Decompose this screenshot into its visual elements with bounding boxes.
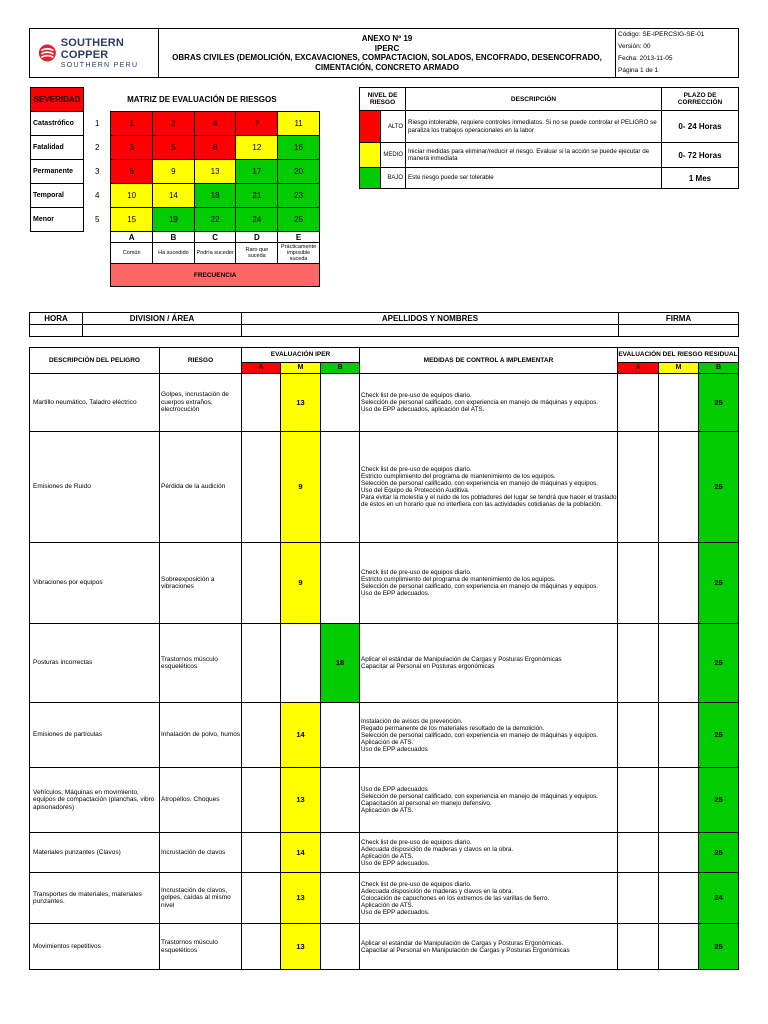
control-measure-line: Uso de EPP adecuados bbox=[361, 786, 428, 793]
control-measure-line: Uso de EPP adecuados. bbox=[361, 590, 430, 597]
hazard-description: Emisiones de Ruido bbox=[30, 432, 160, 543]
risk-description: Trastornos músculo esqueléticos bbox=[160, 624, 242, 703]
hazard-description: Materiales punzantes (Clavos) bbox=[30, 833, 160, 873]
frequency-desc-row bbox=[31, 243, 320, 264]
control-measure-line: Aplicación de ATS. bbox=[361, 852, 414, 860]
control-measures bbox=[360, 432, 618, 543]
risk-level-body bbox=[360, 111, 739, 189]
severity-header: SEVERIDAD bbox=[31, 88, 84, 112]
iper-cell-a bbox=[242, 768, 281, 833]
matrix-cell: 4 bbox=[194, 112, 236, 136]
control-measure-line: Check list de pre-uso de equipos diario. bbox=[361, 466, 472, 473]
matrix-cell: 6 bbox=[111, 160, 153, 184]
control-measure-line: Regado permanente de los materiales resultado de la demolición. bbox=[361, 724, 545, 732]
division-field[interactable] bbox=[83, 325, 242, 337]
residual-cell-m bbox=[659, 624, 699, 703]
control-measure-line: Uso de EPP adecuados. bbox=[361, 859, 430, 867]
iper-cell-a bbox=[242, 543, 281, 624]
document-title bbox=[159, 29, 616, 78]
risk-level-swatch bbox=[360, 111, 381, 143]
frequency-row bbox=[31, 264, 320, 287]
risk-description: Sobreexposición a vibraciones bbox=[160, 543, 242, 624]
iper-cell-b bbox=[321, 374, 360, 432]
iper-cell-b bbox=[321, 833, 360, 873]
logo-text-primary: SOUTHERN COPPER bbox=[60, 37, 125, 61]
iper-cell-b bbox=[321, 924, 360, 970]
residual-cell-m bbox=[659, 833, 699, 873]
residual-cell-a bbox=[618, 543, 659, 624]
risk-level-description: Iniciar medidas para eliminar/reducir el riesgo. Evaluar si la acción se puede ejecutar de manera inmediata bbox=[406, 143, 662, 168]
control-measure-line: Adecuada disposición de maderas y clavos en la obra. bbox=[361, 845, 514, 853]
frequency-letter: D bbox=[236, 232, 278, 243]
matrix-cell: 15 bbox=[111, 208, 153, 232]
control-measure-line: Aplicación de ATS. bbox=[361, 738, 414, 746]
hazard-row bbox=[30, 543, 739, 624]
severity-label: Fatalidad bbox=[31, 136, 84, 160]
residual-cell-b: 25 bbox=[699, 624, 739, 703]
logo-text-secondary: SOUTHERN PERU bbox=[60, 62, 139, 69]
level-header: NIVEL DE RIESGO bbox=[360, 88, 406, 111]
hazard-description: Posturas incorrectas bbox=[30, 624, 160, 703]
meta-page: Página 1 de 1 bbox=[618, 67, 659, 74]
hazard-description: Martillo neumático, Taladro eléctrico bbox=[30, 374, 160, 432]
matrix-cell: 22 bbox=[194, 208, 236, 232]
matrix-cell: 7 bbox=[236, 112, 278, 136]
iper-cell-b bbox=[321, 703, 360, 768]
hazard-row bbox=[30, 873, 739, 924]
hazard-row bbox=[30, 624, 739, 703]
spacer bbox=[84, 264, 111, 287]
frequency-description: Raro que suceda bbox=[236, 243, 278, 264]
matrix-cell: 1 bbox=[111, 112, 153, 136]
frequency-description: Ha sucedido bbox=[153, 243, 195, 264]
frequency-letter: C bbox=[194, 232, 236, 243]
control-measure-line: Aplicación de ATS. bbox=[361, 901, 414, 909]
matrix-body bbox=[31, 112, 320, 287]
document-meta bbox=[616, 29, 739, 78]
control-measure-line: Capacitar al Personal en Manipulación de Cargas y Posturas Ergonómicas bbox=[361, 946, 570, 954]
iper-table bbox=[29, 347, 739, 970]
residual-cell-m bbox=[659, 924, 699, 970]
risk-level-deadline: 0- 24 Horas bbox=[662, 111, 739, 143]
severity-label: Permanente bbox=[31, 160, 84, 184]
residual-cell-a bbox=[618, 768, 659, 833]
control-measure-line: Check list de pre-uso de equipos diario. bbox=[361, 838, 472, 846]
residual-cell-m bbox=[659, 374, 699, 432]
risk-description: Golpes, incrustación de cuerpos extraños, electrocución bbox=[160, 374, 242, 432]
iper-cell-m bbox=[281, 624, 321, 703]
matrix-cell: 13 bbox=[194, 160, 236, 184]
control-measure-line: Capacitación al personal en manejo defensivo. bbox=[361, 800, 492, 807]
risk-level-table bbox=[359, 87, 739, 189]
iper-cell-a bbox=[242, 624, 281, 703]
residual-cell-a bbox=[618, 703, 659, 768]
iper-col-m: M bbox=[281, 363, 321, 374]
control-measure-line: Check list de pre-uso de equipos diario. bbox=[361, 880, 472, 888]
hazard-description: Vibraciones por equipos bbox=[30, 543, 160, 624]
iper-cell-m: 14 bbox=[281, 703, 321, 768]
residual-cell-b: 25 bbox=[699, 833, 739, 873]
frequency-letter: A bbox=[111, 232, 153, 243]
matrix-cell: 5 bbox=[153, 136, 195, 160]
hazard-row bbox=[30, 432, 739, 543]
hazard-description: Movimientos repetitivos bbox=[30, 924, 160, 970]
hazard-row bbox=[30, 374, 739, 432]
risk-level-name: BAJO bbox=[381, 168, 406, 189]
control-measure-line: Adecuada disposición de maderas y clavos en la obra. bbox=[361, 887, 514, 895]
signature-field[interactable] bbox=[619, 325, 739, 337]
severity-number: 3 bbox=[95, 167, 100, 176]
hazard-description: Emisiones de partículas bbox=[30, 703, 160, 768]
risk-level-swatch bbox=[360, 168, 381, 189]
iper-cell-a bbox=[242, 703, 281, 768]
matrix-cell: 16 bbox=[278, 136, 320, 160]
iper-cell-a bbox=[242, 374, 281, 432]
severity-row bbox=[31, 184, 320, 208]
residual-risk-header: EVALUACIÓN DEL RIESGO RESIDUAL bbox=[618, 348, 739, 363]
risk-level-row bbox=[360, 111, 739, 143]
control-measure-line: Aplicar el estándar de Manipulación de Cargas y Posturas Ergonómicas bbox=[361, 656, 562, 663]
residual-cell-m bbox=[659, 873, 699, 924]
severity-number: 4 bbox=[95, 191, 100, 200]
company-logo-icon bbox=[38, 42, 57, 64]
control-measure-line: Capacitar al Personal en Posturas ergonómicas bbox=[361, 663, 495, 670]
control-measure-line: Selección de personal calificado, con experiencia en manejo de máquinas y equipos. bbox=[361, 583, 598, 590]
severity-label: Menor bbox=[31, 208, 84, 232]
severity-row bbox=[31, 160, 320, 184]
residual-col-m: M bbox=[659, 363, 699, 374]
severity-row bbox=[31, 208, 320, 232]
matrix-cell: 17 bbox=[236, 160, 278, 184]
hour-field[interactable] bbox=[30, 325, 83, 337]
iper-cell-a bbox=[242, 924, 281, 970]
hazard-description: Transportes de materiales, materiales punzantes. bbox=[30, 873, 160, 924]
risk-level-row bbox=[360, 143, 739, 168]
severity-label: Temporal bbox=[31, 184, 84, 208]
control-measure-line: Uso de EPP adecuados. bbox=[361, 908, 430, 916]
spacer bbox=[31, 243, 84, 264]
company-logo bbox=[30, 37, 158, 69]
iper-cell-a bbox=[242, 833, 281, 873]
residual-cell-a bbox=[618, 873, 659, 924]
severity-row bbox=[31, 136, 320, 160]
control-measure-line: Uso de EPP adecuados, aplicación del ATS. bbox=[361, 406, 485, 413]
residual-cell-m bbox=[659, 768, 699, 833]
control-measure-line: Selección de personal calificado, con experiencia en manejo de máquinas y equipos. bbox=[361, 480, 598, 487]
control-measure-line: Estricto cumplimiento del programa de mantenimiento de los equipos. bbox=[361, 473, 556, 480]
iper-eval-header: EVALUACIÓN IPER bbox=[242, 348, 360, 363]
signature-header: FIRMA bbox=[619, 313, 739, 325]
severity-number: 1 bbox=[95, 119, 100, 128]
control-measures bbox=[360, 624, 618, 703]
residual-cell-b: 24 bbox=[699, 873, 739, 924]
matrix-cell: 2 bbox=[153, 112, 195, 136]
iper-cell-b bbox=[321, 768, 360, 833]
risk-description: Atropellos. Choques bbox=[160, 768, 242, 833]
control-measure-line: Uso del Equipo de Protección Auditiva. bbox=[361, 487, 470, 494]
matrix-cell: 3 bbox=[111, 136, 153, 160]
control-measure-line: Estricto cumplimiento del programa de mantenimiento de los equipos. bbox=[361, 576, 556, 583]
matrix-cell: 14 bbox=[153, 184, 195, 208]
frequency-description: Podría suceder bbox=[194, 243, 236, 264]
frequency-letter: B bbox=[153, 232, 195, 243]
meta-date: Fecha: 2013-11-05 bbox=[618, 55, 673, 62]
control-measure-line: Selección de personal calificado, con experiencia en manejo de máquinas y equipos. bbox=[361, 399, 598, 406]
spacer bbox=[31, 232, 84, 243]
risk-header: RIESGO bbox=[160, 348, 242, 374]
residual-cell-b: 25 bbox=[699, 768, 739, 833]
risk-level-deadline: 0- 72 Horas bbox=[662, 143, 739, 168]
matrix-cell: 8 bbox=[194, 136, 236, 160]
title-line-works-cont: CIMENTACIÓN, CONCRETO ARMADO bbox=[315, 62, 459, 72]
risk-level-deadline: 1 Mes bbox=[662, 168, 739, 189]
risk-description: Pérdida de la audición bbox=[160, 432, 242, 543]
frequency-description: Común bbox=[111, 243, 153, 264]
iper-cell-b: 18 bbox=[321, 624, 360, 703]
signature-table bbox=[29, 312, 739, 337]
severity-number: 2 bbox=[95, 143, 100, 152]
residual-cell-m bbox=[659, 543, 699, 624]
hazard-description: Vehículos, Máquinas en movimiento, equipos de compactación (planchas, vibro apisonadores) bbox=[30, 768, 160, 833]
risk-matrix bbox=[30, 87, 320, 287]
iper-cell-m: 14 bbox=[281, 833, 321, 873]
iper-cell-a bbox=[242, 873, 281, 924]
residual-cell-m bbox=[659, 432, 699, 543]
hazard-row bbox=[30, 833, 739, 873]
frequency-label: FRECUENCIA bbox=[111, 264, 320, 287]
title-line-annex: ANEXO Nº 19 bbox=[361, 34, 413, 43]
control-measures bbox=[360, 833, 618, 873]
matrix-title: MATRIZ DE EVALUACIÓN DE RIESGOS bbox=[127, 94, 277, 104]
severity-row bbox=[31, 112, 320, 136]
frequency-description: Prácticamente imposible suceda bbox=[278, 243, 320, 264]
iper-cell-m: 9 bbox=[281, 543, 321, 624]
iper-cell-b bbox=[321, 432, 360, 543]
residual-col-a: A bbox=[618, 363, 659, 374]
residual-cell-b: 25 bbox=[699, 924, 739, 970]
matrix-cell: 20 bbox=[278, 160, 320, 184]
control-measures bbox=[360, 768, 618, 833]
risk-description: Incrustación de clavos bbox=[160, 833, 242, 873]
iper-cell-m: 13 bbox=[281, 768, 321, 833]
matrix-cell: 12 bbox=[236, 136, 278, 160]
iper-cell-a bbox=[242, 432, 281, 543]
hazard-row bbox=[30, 703, 739, 768]
matrix-cell: 18 bbox=[194, 184, 236, 208]
risk-description: Inhalación de polvo, humos bbox=[160, 703, 242, 768]
meta-version: Versión: 00 bbox=[618, 43, 651, 50]
meta-code: Código: SE-IPERCSIG-SE-01 bbox=[618, 31, 705, 38]
control-measures bbox=[360, 703, 618, 768]
spacer bbox=[84, 243, 111, 264]
frequency-letter: E bbox=[278, 232, 320, 243]
matrix-cell: 24 bbox=[236, 208, 278, 232]
risk-level-name: MEDIO bbox=[381, 143, 406, 168]
matrix-cell: 25 bbox=[278, 208, 320, 232]
frequency-letters-row bbox=[31, 232, 320, 243]
residual-cell-a bbox=[618, 624, 659, 703]
residual-cell-b: 25 bbox=[699, 432, 739, 543]
division-header: DIVISION / ÁREA bbox=[83, 313, 242, 325]
iper-cell-m: 13 bbox=[281, 374, 321, 432]
control-measure-line: Instalación de avisos de prevención. bbox=[361, 717, 463, 725]
title-line-iperc: IPERC bbox=[374, 43, 400, 53]
hazard-row bbox=[30, 768, 739, 833]
iper-cell-m: 13 bbox=[281, 873, 321, 924]
matrix-cell: 21 bbox=[236, 184, 278, 208]
iper-cell-m: 9 bbox=[281, 432, 321, 543]
risk-description: Trastornos músculo esqueléticos bbox=[160, 924, 242, 970]
control-measures bbox=[360, 374, 618, 432]
title-line-works: OBRAS CIVILES (DEMOLICIÓN, EXCAVACIONES, COMPACTACION, SOLADOS, ENCOFRADO, DESENCOFRADO, bbox=[172, 53, 602, 62]
residual-cell-a bbox=[618, 833, 659, 873]
control-measures-header: MEDIDAS DE CONTROL A IMPLEMENTAR bbox=[360, 348, 618, 374]
control-measures bbox=[360, 924, 618, 970]
matrix-cell: 23 bbox=[278, 184, 320, 208]
risk-level-row bbox=[360, 168, 739, 189]
risk-level-description: Riesgo intolerable, requiere controles inmediatos. Si no se puede controlar el PELIGRO se paraliza los trabajos operacionales en la labor bbox=[406, 111, 662, 143]
residual-cell-m bbox=[659, 703, 699, 768]
spacer bbox=[84, 232, 111, 243]
control-measure-line: Aplicar el estándar de Manipulación de Cargas y Posturas Ergonómicas. bbox=[361, 939, 564, 947]
severity-number: 5 bbox=[95, 215, 100, 224]
iper-cell-b bbox=[321, 543, 360, 624]
matrix-cell: 11 bbox=[278, 112, 320, 136]
control-measure-line: Selección de personal calificado, con experiencia en manejo de máquinas y equipos. bbox=[361, 731, 598, 739]
matrix-cell: 19 bbox=[153, 208, 195, 232]
control-measures bbox=[360, 543, 618, 624]
hazard-header: DESCRIPCIÓN DEL PELIGRO bbox=[30, 348, 160, 374]
names-field[interactable] bbox=[242, 325, 619, 337]
matrix-cell: 9 bbox=[153, 160, 195, 184]
hazard-row bbox=[30, 924, 739, 970]
document-header bbox=[29, 28, 739, 78]
names-header: APELLIDOS Y NOMBRES bbox=[242, 313, 619, 325]
iper-col-b: B bbox=[321, 363, 360, 374]
control-measure-line: Check list de pre-uso de equipos diario. bbox=[361, 392, 472, 399]
risk-level-description: Este riesgo puede ser tolerable bbox=[406, 168, 662, 189]
control-measure-line: Selección de personal calificado, con experiencia en manejo de máquinas y equipos. bbox=[361, 793, 598, 800]
control-measures bbox=[360, 873, 618, 924]
residual-cell-b: 25 bbox=[699, 703, 739, 768]
iper-table-body bbox=[30, 374, 739, 970]
deadline-header: PLAZO DE CORRECCIÓN bbox=[662, 88, 739, 111]
iper-cell-b bbox=[321, 873, 360, 924]
residual-cell-b: 25 bbox=[699, 543, 739, 624]
residual-col-b: B bbox=[699, 363, 739, 374]
residual-cell-b: 25 bbox=[699, 374, 739, 432]
logo-cell bbox=[30, 29, 159, 78]
control-measure-line: Aplicación de ATS. bbox=[361, 807, 414, 814]
iper-cell-m: 13 bbox=[281, 924, 321, 970]
residual-cell-a bbox=[618, 924, 659, 970]
spacer bbox=[31, 264, 84, 287]
risk-level-name: ALTO bbox=[381, 111, 406, 143]
residual-cell-a bbox=[618, 432, 659, 543]
risk-description: Incrustación de clavos, golpes, caídas al mismo nivel bbox=[160, 873, 242, 924]
control-measure-line: Colocación de capuchones en los extremos de las varillas de fierro. bbox=[361, 894, 550, 902]
control-measure-line: Check list de pre-uso de equipos diario. bbox=[361, 569, 472, 576]
hour-header: HORA bbox=[30, 313, 83, 325]
iper-col-a: A bbox=[242, 363, 281, 374]
severity-label: Catastrófico bbox=[31, 112, 84, 136]
control-measure-line: Uso de EPP adecuados bbox=[361, 745, 428, 753]
matrix-cell: 10 bbox=[111, 184, 153, 208]
description-header: DESCRIPCIÓN bbox=[406, 88, 662, 111]
residual-cell-a bbox=[618, 374, 659, 432]
risk-level-swatch bbox=[360, 143, 381, 168]
control-measure-line: Para evitar la molestia y el ruido de los pobladores del lugar se tendrá que hacer el traslado de éstos en un horario que no interfiera con las actividades cotidianas de la población. bbox=[361, 494, 617, 508]
